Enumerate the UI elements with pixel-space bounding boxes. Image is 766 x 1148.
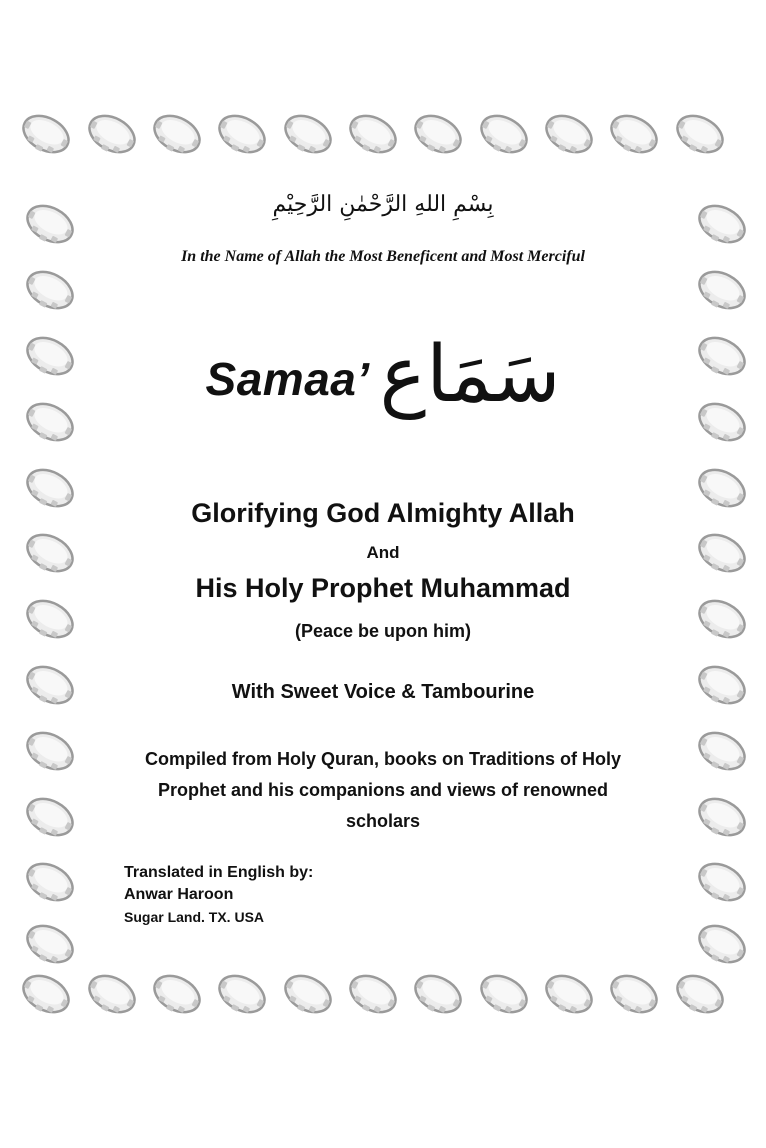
- voice-text: With Sweet Voice & Tambourine: [231, 681, 535, 703]
- tambourine-icon: [18, 112, 74, 156]
- translator-place: Sugar Land. TX. USA: [124, 909, 265, 925]
- tambourine-icon: [476, 112, 532, 156]
- tambourine-icon: [84, 112, 140, 156]
- tambourine-icon: [280, 972, 336, 1016]
- tambourine-icon: [694, 860, 750, 904]
- subtitle-line1: Glorifying God Almighty Allah: [191, 498, 575, 528]
- tambourine-icon: [345, 112, 401, 156]
- salutation-text: (Peace be upon him): [294, 621, 472, 641]
- subtitle-line2: His Holy Prophet Muhammad: [195, 573, 571, 603]
- bismillah-calligraphy: بِسْمِ اللهِ الرَّحْمٰنِ الرَّحِيْمِ: [272, 192, 494, 217]
- tambourine-icon: [149, 972, 205, 1016]
- tambourine-icon: [22, 795, 78, 839]
- title-latin: Samaa’: [205, 353, 370, 405]
- tambourine-icon: [694, 268, 750, 312]
- tambourine-icon: [22, 268, 78, 312]
- tambourine-icon: [694, 729, 750, 773]
- tambourine-icon: [18, 972, 74, 1016]
- tambourine-icon: [280, 112, 336, 156]
- tambourine-icon: [606, 972, 662, 1016]
- tambourine-icon: [672, 112, 728, 156]
- tambourine-icon: [22, 860, 78, 904]
- translator-credit: [124, 862, 313, 928]
- tambourine-icon: [214, 112, 270, 156]
- tambourine-icon: [214, 972, 270, 1016]
- title: [0, 315, 766, 435]
- tambourine-icon: [149, 112, 205, 156]
- tambourine-icon: [22, 922, 78, 966]
- subtitle-conjunction: And: [366, 543, 400, 562]
- tambourine-icon: [672, 972, 728, 1016]
- tambourine-icon: [541, 972, 597, 1016]
- tambourine-icon: [22, 729, 78, 773]
- invocation-text: In the Name of Allah the Most Beneficent and Most Merciful: [181, 248, 585, 265]
- translator-label: Translated in English by:: [124, 864, 314, 881]
- tambourine-icon: [410, 112, 466, 156]
- tambourine-icon: [694, 795, 750, 839]
- compiled-text: Compiled from Holy Quran, books on Traditions of Holy Prophet and his companions and views of renowned scholars: [144, 749, 622, 831]
- tambourine-icon: [345, 972, 401, 1016]
- tambourine-icon: [476, 972, 532, 1016]
- tambourine-icon: [541, 112, 597, 156]
- tambourine-icon: [84, 972, 140, 1016]
- title-arabic: سَمَاع: [379, 330, 561, 420]
- tambourine-icon: [410, 972, 466, 1016]
- tambourine-icon: [694, 922, 750, 966]
- translator-name: Anwar Haroon: [124, 886, 234, 903]
- tambourine-icon: [606, 112, 662, 156]
